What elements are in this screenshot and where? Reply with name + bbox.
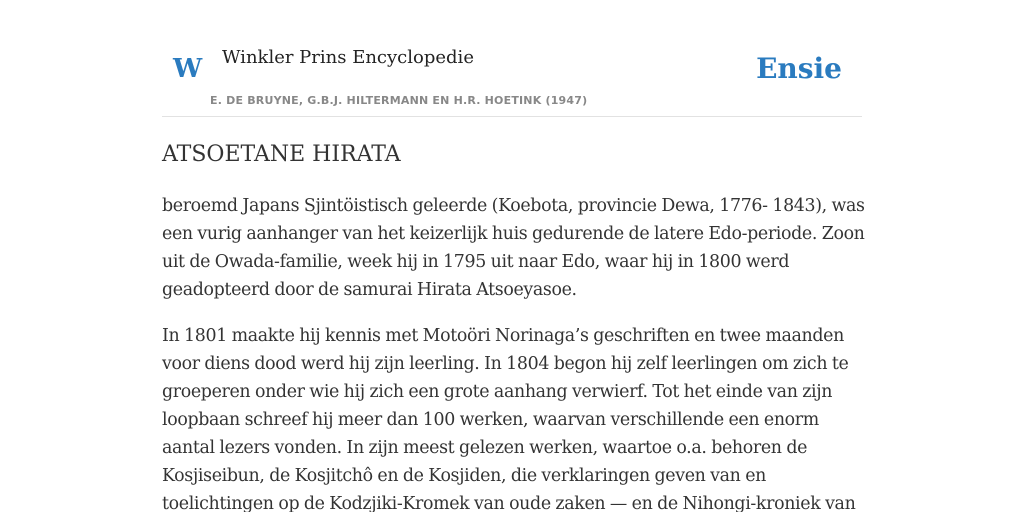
source-authors: E. DE BRUYNE, G.B.J. HILTERMANN EN H.R. HOETINK (1947) — [210, 94, 588, 107]
site-header — [162, 0, 862, 117]
brand-logo[interactable]: Ensie — [756, 52, 842, 85]
article-paragraph: beroemd Japans Sjintöistisch geleerde (Koebota, provincie Dewa, 1776- 1843), was een vurig aanhanger van het keizerlijk huis gedurende de latere Edo-periode. Zoon uit de Owada-familie, week hij in 1795 uit naar Edo, waar hij in 1800 werd geadopteerd door de samurai Hirata Atsoeyasoe. — [162, 196, 865, 300]
site-title[interactable]: Winkler Prins Encyclopedie — [222, 47, 474, 68]
article-body — [162, 192, 872, 512]
page — [162, 0, 865, 512]
article-title: ATSOETANE HIRATA — [162, 142, 401, 167]
article-paragraph: In 1801 maakte hij kennis met Motoöri Norinaga’s geschriften en twee maanden voor diens dood werd hij zijn leerling. In 1804 begon hij zelf leerlingen om zich te groeperen onder wie hij zich een grote aanhang verwierf. Tot het einde van zijn loopbaan schreef hij meer dan 100 werken, waarvan verschillende een enorm aantal lezers vonden. In zijn meest gelezen werken, waartoe o.a. behoren de Kosjiseibun, de Kosjitchô en de Kosjiden, die verklaringen geven van en toelichtingen op de Kodzjiki-Kromek van oude zaken — en de Nihongi-kroniek van — [162, 326, 856, 512]
site-logo-icon[interactable]: W — [173, 54, 203, 84]
